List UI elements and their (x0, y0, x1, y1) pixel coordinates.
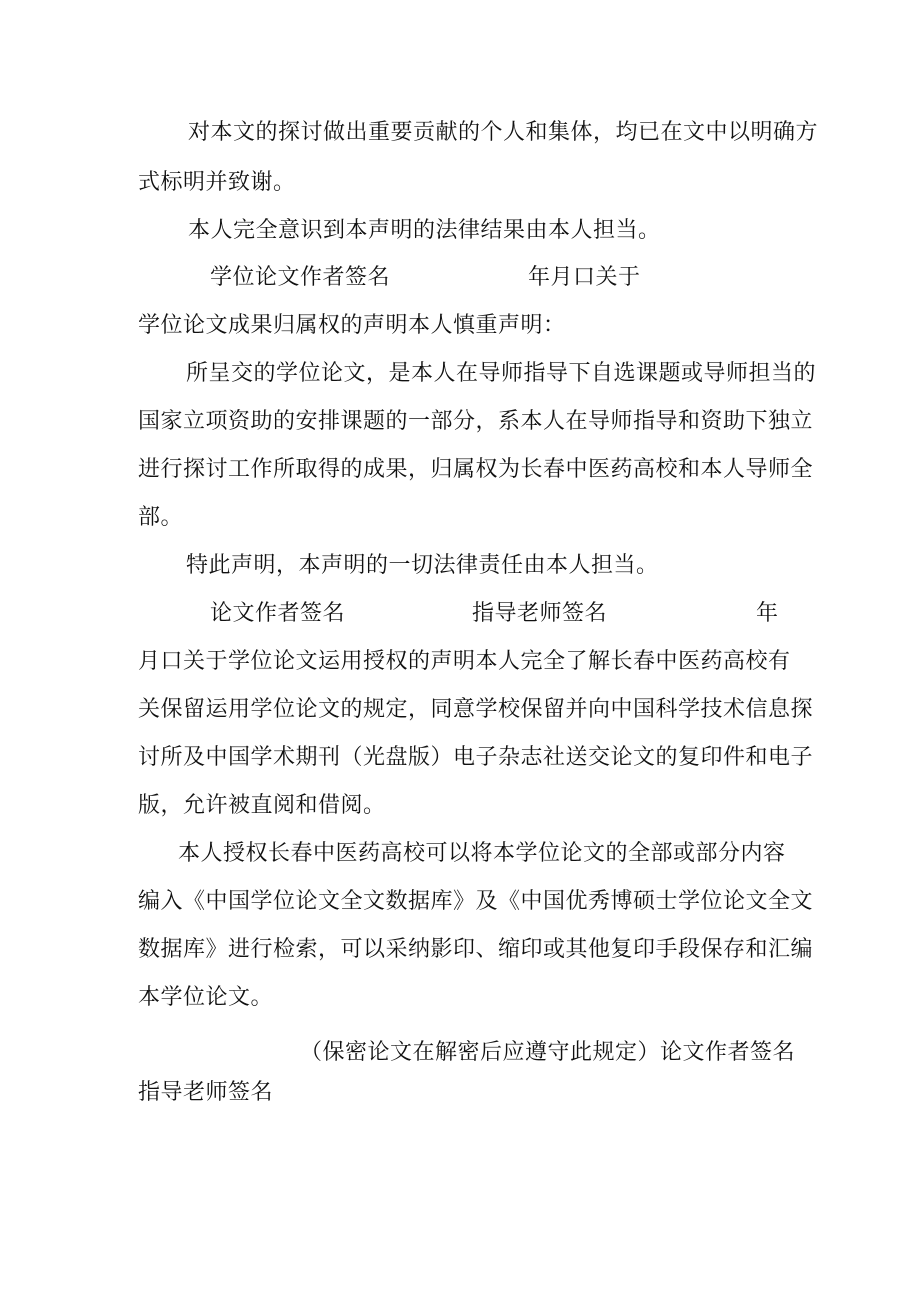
paragraph-line: 数据库》进行检索，可以采纳影印、缩印或其他复印手段保存和汇编 (138, 937, 814, 962)
section-heading: 学位论文成果归属权的声明本人慎重声明： (138, 313, 566, 338)
paragraph-line: 编入《中国学位论文全文数据库》及《中国优秀博硕士学位论文全文 (138, 889, 814, 914)
paragraph-line: 进行探讨工作所取得的成果，归属权为长春中医药高校和本人导师全 (138, 457, 814, 482)
paragraph-line: 月口关于学位论文运用授权的声明本人完全了解长春中医药高校有 (138, 649, 791, 674)
paragraph-line: 式标明并致谢。 (138, 170, 296, 195)
signature-label: 论文作者签名 (210, 601, 346, 626)
date-label: 年月口关于 (528, 265, 641, 290)
paragraph-line: （保密论文在解密后应遵守此规定）论文作者签名 (300, 1040, 796, 1065)
date-label: 年 (756, 601, 779, 626)
signature-label: 学位论文作者签名 (210, 265, 391, 290)
signature-label: 指导老师签名 (138, 1080, 274, 1105)
paragraph-line: 对本文的探讨做出重要贡献的个人和集体，均已在文中以明确方 (188, 120, 819, 145)
paragraph-line: 讨所及中国学术期刊（光盘版）电子杂志社送交论文的复印件和电子 (138, 745, 814, 770)
paragraph-line: 所呈交的学位论文，是本人在导师指导下自选课题或导师担当的 (186, 361, 817, 386)
paragraph-line: 本人完全意识到本声明的法律结果由本人担当。 (188, 218, 661, 243)
paragraph-line: 本学位论文。 (138, 985, 274, 1010)
signature-label: 指导老师签名 (472, 601, 608, 626)
paragraph-line: 版，允许被直阅和借阅。 (138, 793, 386, 818)
paragraph-line: 关保留运用学位论文的规定，同意学校保留并向中国科学技术信息探 (138, 697, 814, 722)
paragraph-line: 本人授权长春中医药高校可以将本学位论文的全部或部分内容 (178, 841, 786, 866)
paragraph-line: 特此声明，本声明的一切法律责任由本人担当。 (186, 553, 659, 578)
paragraph-line: 国家立项资助的安排课题的一部分，系本人在导师指导和资助下独立 (138, 409, 814, 434)
paragraph-line: 部。 (138, 505, 184, 530)
